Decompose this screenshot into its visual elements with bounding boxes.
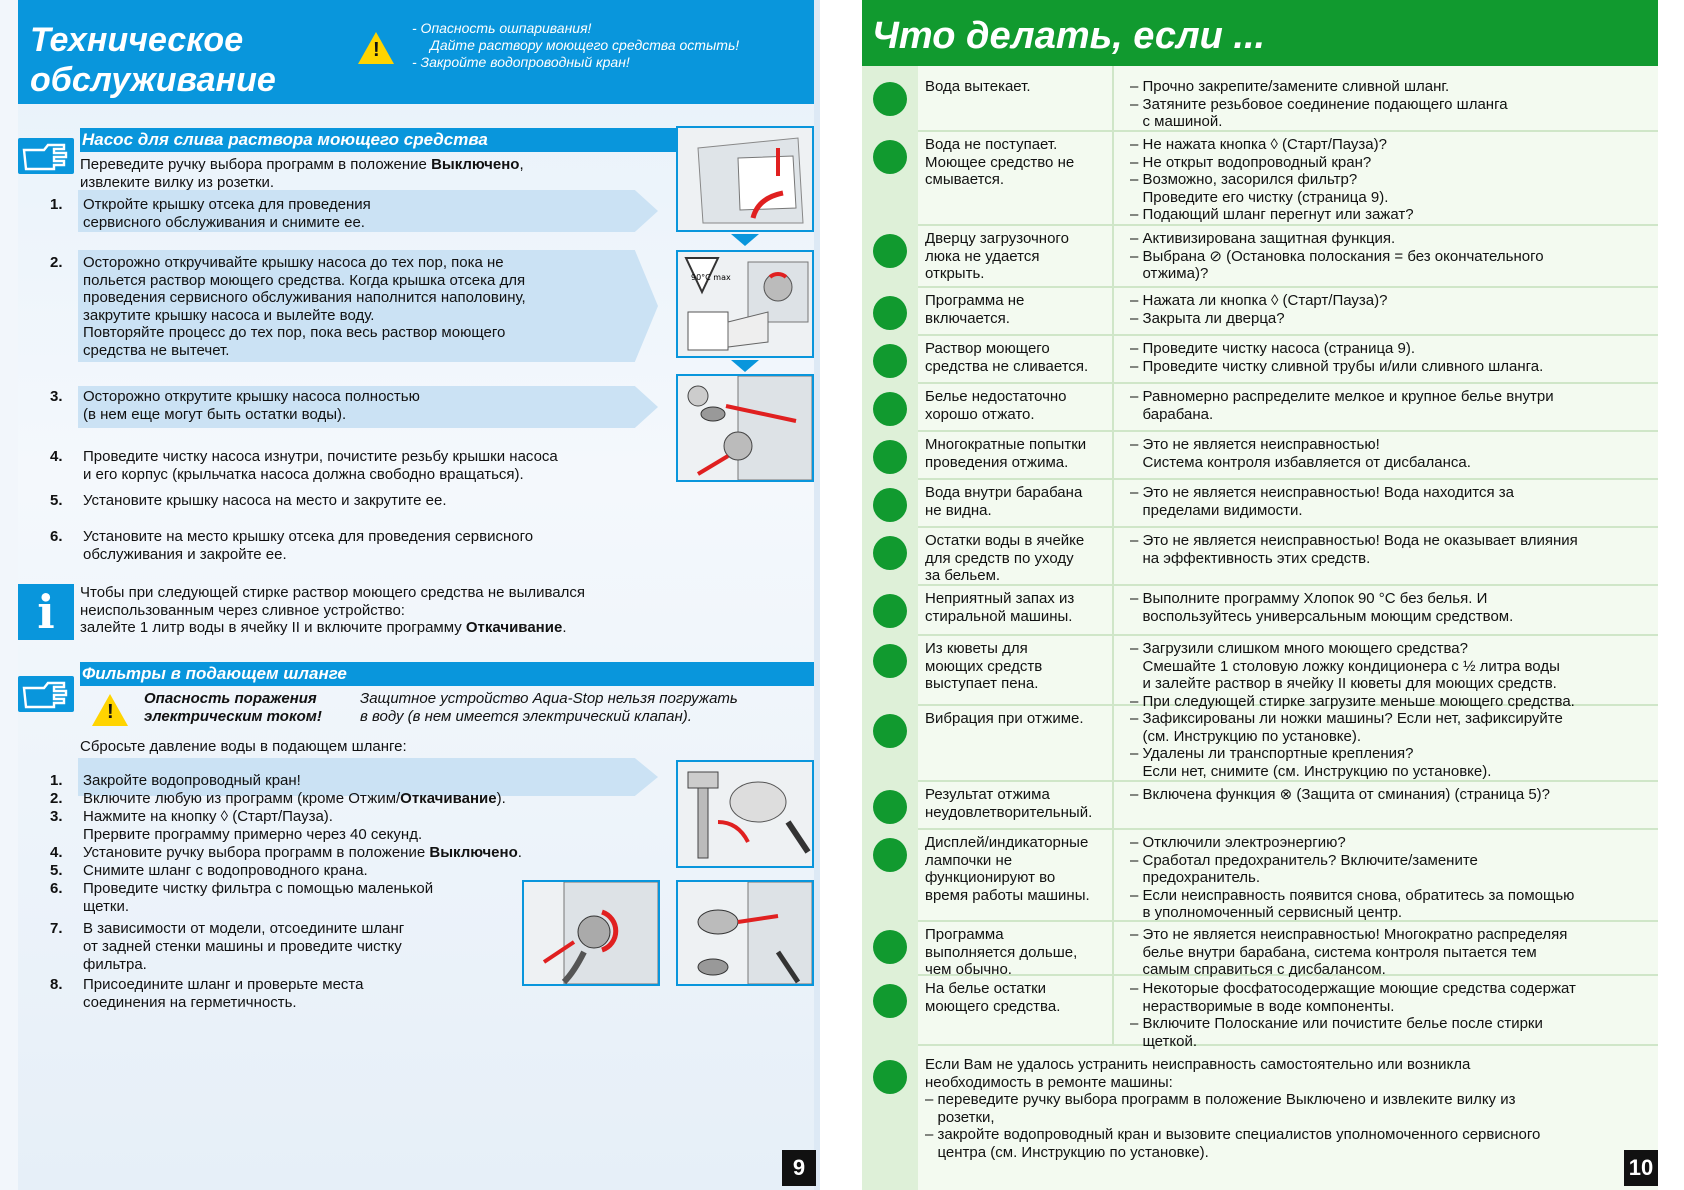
problem-text: На белье остатки моющего средства. — [925, 980, 1061, 1015]
step-text: от задней стенки машины и проведите чистку — [83, 938, 402, 955]
info-icon: i — [18, 584, 74, 640]
right-title: Что делать, если ... — [872, 15, 1266, 57]
step-number: 7. — [50, 920, 63, 937]
solution-text: – Загрузили слишком много моющего средства? Смешайте 1 столовую ложку кондиционера с ½ литра воды и залейте раствор в ячейку II кюветы для моющих средств. – При следующей стирке загрузите меньше моющего средства. — [1130, 640, 1575, 710]
problem-text: Результат отжима неудовлетворительный. — [925, 786, 1093, 821]
step-text: Осторожно откручивайте крышку насоса до тех пор, пока не польется раствор моющего средства. Когда крышка отсека для проведения сервисного обслуживания наполнится наполовину, закрутите крышку насоса и вылейте воду. Повторяйте процесс до тех пор, пока весь раствор моющего средства не вытечет. — [83, 254, 526, 359]
step-number: 3. — [50, 808, 63, 825]
solution-text: – Активизирована защитная функция. – Выбрана ⊘ (Остановка полоскания = без окончательного отжима)? — [1130, 230, 1544, 282]
status-dot-icon — [873, 536, 907, 570]
step-number: 1. — [50, 196, 63, 213]
solution-text: – Проведите чистку насоса (страница 9). – Проведите чистку сливной трубы и/или сливного шланга. — [1130, 340, 1544, 375]
illustration-label: 90°C max — [691, 273, 731, 282]
info-text: Чтобы при следующей стирке раствор моющего средства не выливался неиспользованным через сливное устройство: залейте 1 литр воды в ячейку II и включите программу Откачивание. — [80, 584, 586, 636]
solution-text: – Равномерно распределите мелкое и крупное белье внутри барабана. — [1130, 388, 1554, 423]
illustration-tap — [676, 760, 814, 868]
solution-text: – Прочно закрепите/замените сливной шланг. – Затяните резьбовое соединение подающего шланга с машиной. — [1130, 78, 1508, 130]
step-text: Установите ручку выбора программ в положение Выключено. — [83, 844, 522, 861]
step-text: Проведите чистку насоса изнутри, почистите резьбу крышки насоса и его корпус (крыльчатка насоса должна свободно вращаться). — [83, 448, 558, 483]
step-number: 3. — [50, 388, 63, 405]
solution-text: – Это не является неисправностью! Система контроля избавляется от дисбаланса. — [1130, 436, 1471, 471]
solution-text: – Это не является неисправностью! Вода находится за пределами видимости. — [1130, 484, 1515, 519]
status-dot-icon — [873, 488, 907, 522]
problem-text: Вода не поступает. Моющее средство не смывается. — [925, 136, 1075, 188]
step-text: Прервите программу примерно через 40 секунд. — [83, 826, 423, 843]
step-number: 6. — [50, 880, 63, 897]
status-dot-icon — [873, 440, 907, 474]
step-text: щетки. — [83, 898, 129, 915]
step-text: Проведите чистку фильтра с помощью маленькой — [83, 880, 434, 897]
step-text: Снимите шланг с водопроводного крана. — [83, 862, 368, 879]
left-title: Техническое обслуживание — [30, 21, 276, 99]
step-number: 2. — [50, 254, 63, 271]
status-dot-icon — [873, 392, 907, 426]
final-note: Если Вам не удалось устранить неисправность самостоятельно или возникла необходимость в ремонте машины: – переведите ручку выбора программ в положение Выключено и извлеките вилку из розетки, – закройте водопроводный кран и вызовите специалистов уполномоченного сервисного центра (см. Инструкцию по установке). — [925, 1056, 1541, 1161]
problem-text: Вода вытекает. — [925, 78, 1031, 95]
illustration-pump-cleaning — [676, 374, 814, 482]
solution-text: – Это не является неисправностью! Многократно распределяя белье внутри барабана, система контроля пытается тем самым справиться с дисбалансом. — [1130, 926, 1568, 978]
illustration-service-cover — [676, 126, 814, 232]
section-intro-filters: Сбросьте давление воды в подающем шланге: — [80, 738, 407, 755]
solution-text: – Это не является неисправностью! Вода не оказывает влияния на эффективность этих средств. — [1130, 532, 1578, 567]
danger-text: Защитное устройство Aqua-Stop нельзя погружать в воду (в нем имеется электрический клапан). — [360, 690, 738, 725]
step-text: Присоедините шланг и проверьте места — [83, 976, 364, 993]
status-dot-icon — [873, 140, 907, 174]
problem-text: Неприятный запах из стиральной машины. — [925, 590, 1075, 625]
problem-text: Белье недостаточно хорошо отжато. — [925, 388, 1067, 423]
pointing-hand-icon — [18, 676, 74, 712]
illustration-filter-brush — [676, 880, 814, 986]
status-dot-icon — [873, 984, 907, 1018]
solution-text: – Отключили электроэнергию? – Сработал предохранитель? Включите/замените предохранитель. – Если неисправность появится снова, обратитесь за помощью в уполномоченный сервисный центр. — [1130, 834, 1575, 921]
status-dot-icon — [873, 838, 907, 872]
solution-text: – Некоторые фосфатосодержащие моющие средства содержат нерастворимые в воде компоненты. – Включите Полоскание или почистите белье после стирки щеткой. — [1130, 980, 1576, 1050]
status-dot-icon — [873, 234, 907, 268]
step-number: 4. — [50, 844, 63, 861]
illustration-filter-back — [522, 880, 660, 986]
step-text: В зависимости от модели, отсоедините шланг — [83, 920, 405, 937]
left-header — [18, 0, 814, 104]
problem-text: Из кюветы для моющих средств выступает пена. — [925, 640, 1043, 692]
page-number: 10 — [1624, 1150, 1658, 1186]
solution-text: – Выполните программу Хлопок 90 °C без белья. И воспользуйтесь универсальным моющим средством. — [1130, 590, 1514, 625]
step-text: Закройте водопроводный кран! — [83, 772, 301, 789]
step-text: Включите любую из программ (кроме Отжим/Откачивание). — [83, 790, 506, 807]
step-number: 1. — [50, 772, 63, 789]
solution-text: – Включена функция ⊗ (Защита от сминания) (страница 5)? — [1130, 786, 1551, 803]
step-number: 5. — [50, 862, 63, 879]
section-title-filters: Фильтры в подающем шланге — [80, 662, 814, 686]
step-number: 5. — [50, 492, 63, 509]
status-dot-icon — [873, 82, 907, 116]
solution-text: – Нажата ли кнопка ◊ (Старт/Пауза)? – Закрыта ли дверца? — [1130, 292, 1388, 327]
problem-text: Программа выполняется дольше, чем обычно. — [925, 926, 1078, 978]
step-text: Установите крышку насоса на место и закрутите ее. — [83, 492, 447, 509]
solution-text: – Зафиксированы ли ножки машины? Если нет, зафиксируйте (см. Инструкцию по установке). – Удалены ли транспортные крепления? Если нет, снимите (см. Инструкцию по установке). — [1130, 710, 1563, 780]
step-text: Откройте крышку отсека для проведения сервисного обслуживания и снимите ее. — [83, 196, 371, 231]
header-warning: - Опасность ошпаривания! Дайте раствору моющего средства остыть! - Закройте водопроводный кран! — [412, 20, 740, 70]
step-number: 6. — [50, 528, 63, 545]
page-number: 9 — [782, 1150, 816, 1186]
status-dot-icon — [873, 296, 907, 330]
problem-text: Многократные попытки проведения отжима. — [925, 436, 1087, 471]
status-dot-icon — [873, 344, 907, 378]
problem-text: Остатки воды в ячейке для средств по уходу за бельем. — [925, 532, 1085, 584]
status-dot-icon — [873, 644, 907, 678]
section-title-pump: Насос для слива раствора моющего средства — [80, 128, 814, 152]
solution-text: – Не нажата кнопка ◊ (Старт/Пауза)? – Не открыт водопроводный кран? – Возможно, засорился фильтр? Проведите его чистку (страница 9). – Подающий шланг перегнут или зажат? — [1130, 136, 1414, 223]
step-text: соединения на герметичность. — [83, 994, 297, 1011]
pointing-hand-icon — [18, 138, 74, 174]
illustration-pump-drain — [676, 250, 814, 358]
right-header — [862, 0, 1658, 66]
step-number: 4. — [50, 448, 63, 465]
problem-text: Программа не включается. — [925, 292, 1025, 327]
problem-text: Дверцу загрузочного люка не удается открыть. — [925, 230, 1069, 282]
problem-text: Дисплей/индикаторные лампочки не функционируют во время работы машины. — [925, 834, 1090, 904]
warning-mark: ! — [107, 701, 114, 723]
problem-text: Раствор моющего средства не сливается. — [925, 340, 1089, 375]
arrow-down-icon — [731, 360, 759, 372]
arrow-down-icon — [731, 234, 759, 246]
status-dot-icon — [873, 1060, 907, 1094]
status-dot-icon — [873, 714, 907, 748]
step-number: 2. — [50, 790, 63, 807]
warning-mark: ! — [373, 39, 380, 61]
step-text: Нажмите на кнопку ◊ (Старт/Пауза). — [83, 808, 333, 825]
status-dot-icon — [873, 930, 907, 964]
step-text: Осторожно открутите крышку насоса полностью (в нем еще могут быть остатки воды). — [83, 388, 420, 423]
status-dot-icon — [873, 594, 907, 628]
step-number: 8. — [50, 976, 63, 993]
status-dot-icon — [873, 790, 907, 824]
problem-text: Вибрация при отжиме. — [925, 710, 1084, 727]
section-intro-pump: Переведите ручку выбора программ в положение Выключено, извлеките вилку из розетки. — [80, 156, 524, 191]
danger-title: Опасность поражения электрическим током! — [144, 690, 322, 725]
problem-text: Вода внутри барабана не видна. — [925, 484, 1083, 519]
step-text: Установите на место крышку отсека для проведения сервисного обслуживания и закройте ее. — [83, 528, 534, 563]
step-text: фильтра. — [83, 956, 147, 973]
